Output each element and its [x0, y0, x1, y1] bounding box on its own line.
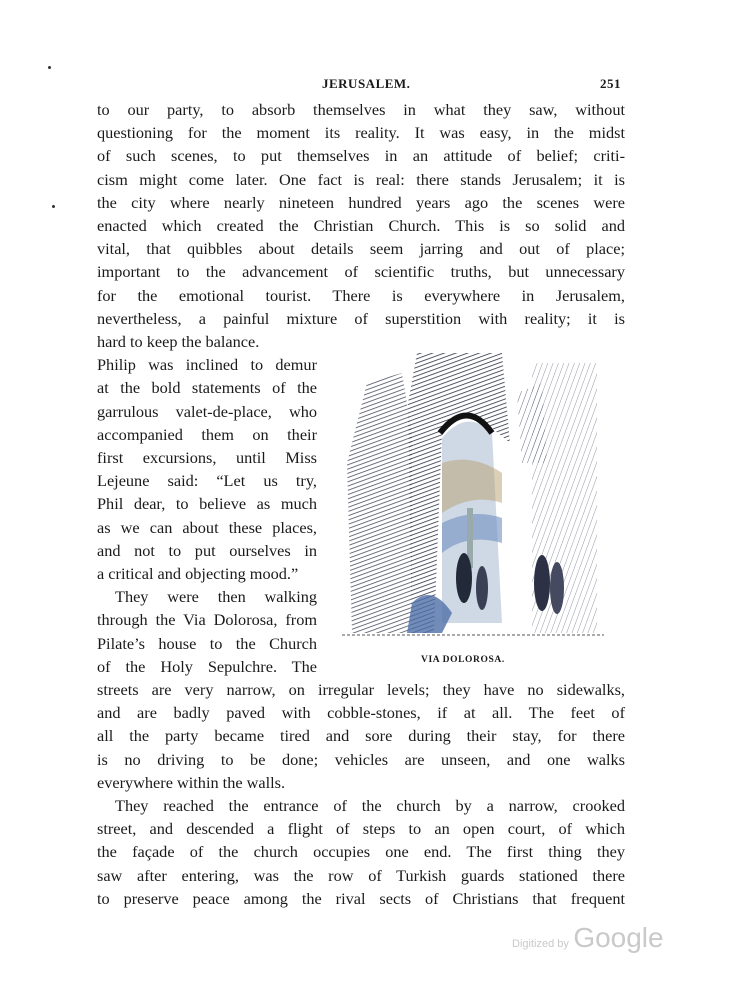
watermark-prefix: Digitized by [512, 938, 569, 950]
text-line: and are badly paved with cobble-stones, if at all. The feet of [97, 703, 625, 723]
text-line: saw after entering, was the row of Turkish guards stationed there [97, 865, 625, 885]
text-line: They were then walking [115, 587, 317, 607]
text-line: is no driving to be done; vehicles are unseen, and one walks [97, 749, 625, 769]
watermark-brand: Google [573, 922, 664, 953]
figure-caption: VIA DOLOROSA. [421, 655, 505, 665]
scan-speck [48, 66, 51, 69]
text-line: to preserve peace among the rival sects of Christians that frequent [97, 888, 625, 908]
text-line: street, and descended a flight of steps to an open court, of which [97, 819, 625, 839]
text-line: streets are very narrow, on irregular levels; they have no sidewalks, [97, 680, 625, 699]
text-line: all the party became tired and sore during their stay, for there [97, 726, 625, 746]
text-line: for the emotional tourist. There is everywhere in Jerusalem, [97, 285, 625, 305]
text-line: Pilate’s house to the Church [97, 633, 317, 653]
text-line: the façade of the church occupies one end. The first thing they [97, 842, 625, 862]
text-line: They reached the entrance of the church by a narrow, crooked [115, 796, 625, 815]
text-line: and not to put ourselves in [97, 540, 317, 560]
text-line: accompanied them on their [97, 424, 317, 444]
text-line: hard to keep the balance. [97, 332, 260, 351]
text-line: questioning for the moment its reality. It was easy, in the midst [97, 123, 625, 143]
text-line: to our party, to absorb themselves in what they saw, without [97, 100, 625, 119]
text-line: at the bold statements of the [97, 378, 317, 398]
text-line: Philip was inclined to demur [97, 355, 317, 375]
google-watermark [512, 922, 664, 954]
running-title: JERUSALEM. [322, 76, 411, 91]
text-line: of the Holy Sepulchre. The [97, 656, 317, 676]
text-line: through the Via Dolorosa, from [97, 610, 317, 630]
text-line: cism might come later. One fact is real: there stands Jerusalem; it is [97, 169, 625, 189]
page-number: 251 [600, 76, 621, 91]
text-line: Phil dear, to believe as much [97, 494, 317, 514]
illustration-via-dolorosa [342, 343, 604, 643]
text-line: a critical and objecting mood.” [97, 564, 299, 583]
scan-speck [52, 205, 55, 208]
text-line: important to the advancement of scientific truths, but unnecessary [97, 262, 625, 282]
text-line: garrulous valet-de-place, who [97, 401, 317, 421]
text-line: everywhere within the walls. [97, 772, 286, 792]
text-line: of such scenes, to put themselves in an attitude of belief; criti- [97, 146, 625, 166]
text-line: enacted which created the Christian Church. This is so solid and [97, 216, 625, 235]
text-line: vital, that quibbles about details seem jarring and out of place; [97, 239, 625, 259]
text-line: as we can about these places, [97, 517, 317, 537]
text-line: the city where nearly nineteen hundred years ago the scenes were [97, 192, 625, 212]
text-line: Lejeune said: “Let us try, [97, 471, 317, 491]
text-line: first excursions, until Miss [97, 448, 317, 467]
text-line: nevertheless, a painful mixture of superstition with reality; it is [97, 308, 625, 328]
